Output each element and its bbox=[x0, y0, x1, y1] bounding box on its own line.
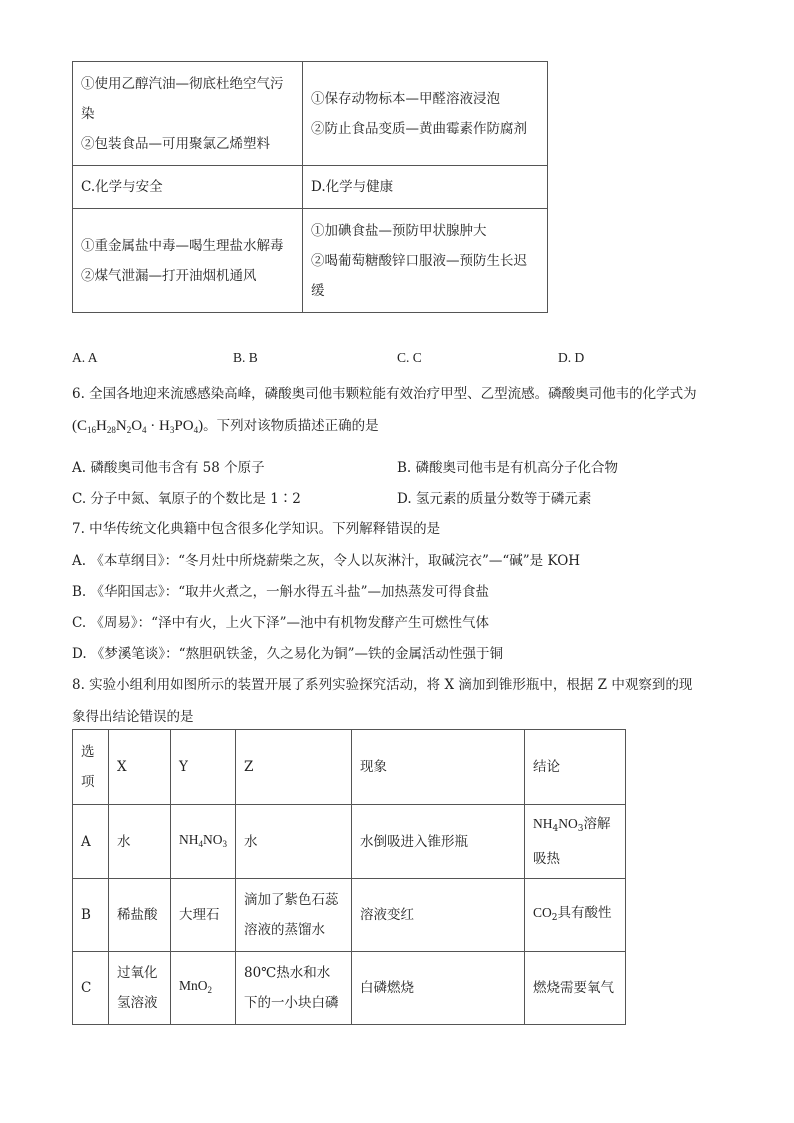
header-x: X bbox=[109, 730, 171, 805]
header-z: Z bbox=[236, 730, 352, 805]
q6-option-a: A. 磷酸奥司他韦含有 58 个原子 bbox=[72, 460, 265, 476]
q8-experiment-table bbox=[72, 729, 626, 1025]
option-a: A. A bbox=[72, 350, 98, 365]
cell-line: ②喝葡萄糖酸锌口服液—预防生长迟 bbox=[311, 252, 527, 269]
option-b: B. B bbox=[233, 350, 258, 365]
row-option: C bbox=[73, 952, 109, 1025]
q7-option-d: D. 《梦溪笔谈》：“熬胆矾铁釜，久之易化为铜”—铁的金属活动性强于铜 bbox=[72, 646, 503, 662]
row-conclusion: 燃烧需要氧气 bbox=[525, 952, 626, 1025]
q6-formula-line bbox=[72, 414, 379, 435]
option-c: C. C bbox=[397, 350, 422, 365]
q6-option-b: B. 磷酸奥司他韦是有机高分子化合物 bbox=[397, 460, 619, 476]
row-x: 过氧化氢溶液 bbox=[109, 952, 171, 1025]
table-cell-heading: C.化学与安全 bbox=[73, 166, 303, 209]
q7-option-b: B. 《华阳国志》：“取井火煮之，一斛水得五斗盐”—加热蒸发可得食盐 bbox=[72, 584, 490, 600]
q8-stem-line1: 8. 实验小组利用如图所示的装置开展了系列实验探究活动，将 X 滴加到锥形瓶中，根据 Z 中观察到的现 bbox=[72, 677, 693, 693]
cell-line: 缓 bbox=[311, 282, 325, 299]
cell-line: ②包装食品—可用聚氯乙烯塑料 bbox=[81, 135, 270, 152]
table-cell bbox=[73, 209, 303, 313]
table-cell-heading: D.化学与健康 bbox=[303, 166, 548, 209]
row-z: 80℃热水和水下的一小块白磷 bbox=[236, 952, 352, 1025]
q6-option-d: D. 氢元素的质量分数等于磷元素 bbox=[397, 491, 592, 507]
q8-stem-line2: 象得出结论错误的是 bbox=[72, 709, 194, 725]
row-phenomenon: 水倒吸进入锥形瓶 bbox=[352, 805, 525, 879]
cell-line: ①重金属盐中毒—喝生理盐水解毒 bbox=[81, 237, 284, 254]
cell-line: ②煤气泄漏—打开油烟机通风 bbox=[81, 267, 257, 284]
row-x: 水 bbox=[109, 805, 171, 879]
row-phenomenon: 溶液变红 bbox=[352, 879, 525, 952]
row-y: MnO$_2$ bbox=[171, 952, 236, 1025]
header-y: Y bbox=[171, 730, 236, 805]
cell-line: ①使用乙醇汽油—彻底杜绝空气污 bbox=[81, 75, 284, 92]
q6-option-c: C. 分子中氮、氧原子的个数比是 1∶2 bbox=[72, 491, 301, 507]
row-x: 稀盐酸 bbox=[109, 879, 171, 952]
row-z: 滴加了紫色石蕊溶液的蒸馏水 bbox=[236, 879, 352, 952]
q7-option-c: C. 《周易》：“泽中有火，上火下泽”—池中有机物发酵产生可燃性气体 bbox=[72, 615, 489, 631]
q6-stem: 6. 全国各地迎来流感感染高峰，磷酸奥司他韦颗粒能有效治疗甲型、乙型流感。磷酸奥司他韦的化学式为 bbox=[72, 386, 697, 402]
cell-line: 染 bbox=[81, 105, 95, 122]
option-d: D. D bbox=[558, 350, 585, 365]
table-row bbox=[73, 952, 626, 1025]
row-option: A bbox=[73, 805, 109, 879]
cell-line: ②防止食品变质—黄曲霉素作防腐剂 bbox=[311, 120, 527, 137]
row-y: $NH_4NO_3$ bbox=[171, 805, 236, 879]
table-row bbox=[73, 879, 626, 952]
table-row bbox=[73, 805, 626, 879]
table-cell bbox=[303, 62, 548, 166]
q5-answer-table bbox=[72, 61, 548, 313]
header-option: 选项 bbox=[73, 730, 109, 805]
header-conclusion: 结论 bbox=[525, 730, 626, 805]
row-conclusion: $NH_4NO_3$溶解吸热 bbox=[525, 805, 626, 879]
q6-stem-rest: 。下列对该物质描述正确的是 bbox=[203, 418, 379, 434]
row-z: 水 bbox=[236, 805, 352, 879]
q5-options bbox=[72, 350, 612, 370]
table-cell bbox=[303, 209, 548, 313]
table-cell bbox=[73, 62, 303, 166]
row-phenomenon: 白磷燃烧 bbox=[352, 952, 525, 1025]
chemical-formula: $(C_{16}H_{28}N_2O_4 \cdot H_3PO_4)$ bbox=[72, 418, 204, 435]
cell-line: ①保存动物标本—甲醛溶液浸泡 bbox=[311, 90, 500, 107]
row-option: B bbox=[73, 879, 109, 952]
row-conclusion: $CO_2$具有酸性 bbox=[525, 879, 626, 952]
cell-line: ①加碘食盐—预防甲状腺肿大 bbox=[311, 222, 487, 239]
q7-stem: 7. 中华传统文化典籍中包含很多化学知识。下列解释错误的是 bbox=[72, 521, 441, 537]
q7-option-a: A. 《本草纲目》：“冬月灶中所烧薪柴之灰，令人以灰淋汁，取碱浣衣”—“碱”是 KOH bbox=[72, 553, 581, 569]
header-phenomenon: 现象 bbox=[352, 730, 525, 805]
row-y: 大理石 bbox=[171, 879, 236, 952]
